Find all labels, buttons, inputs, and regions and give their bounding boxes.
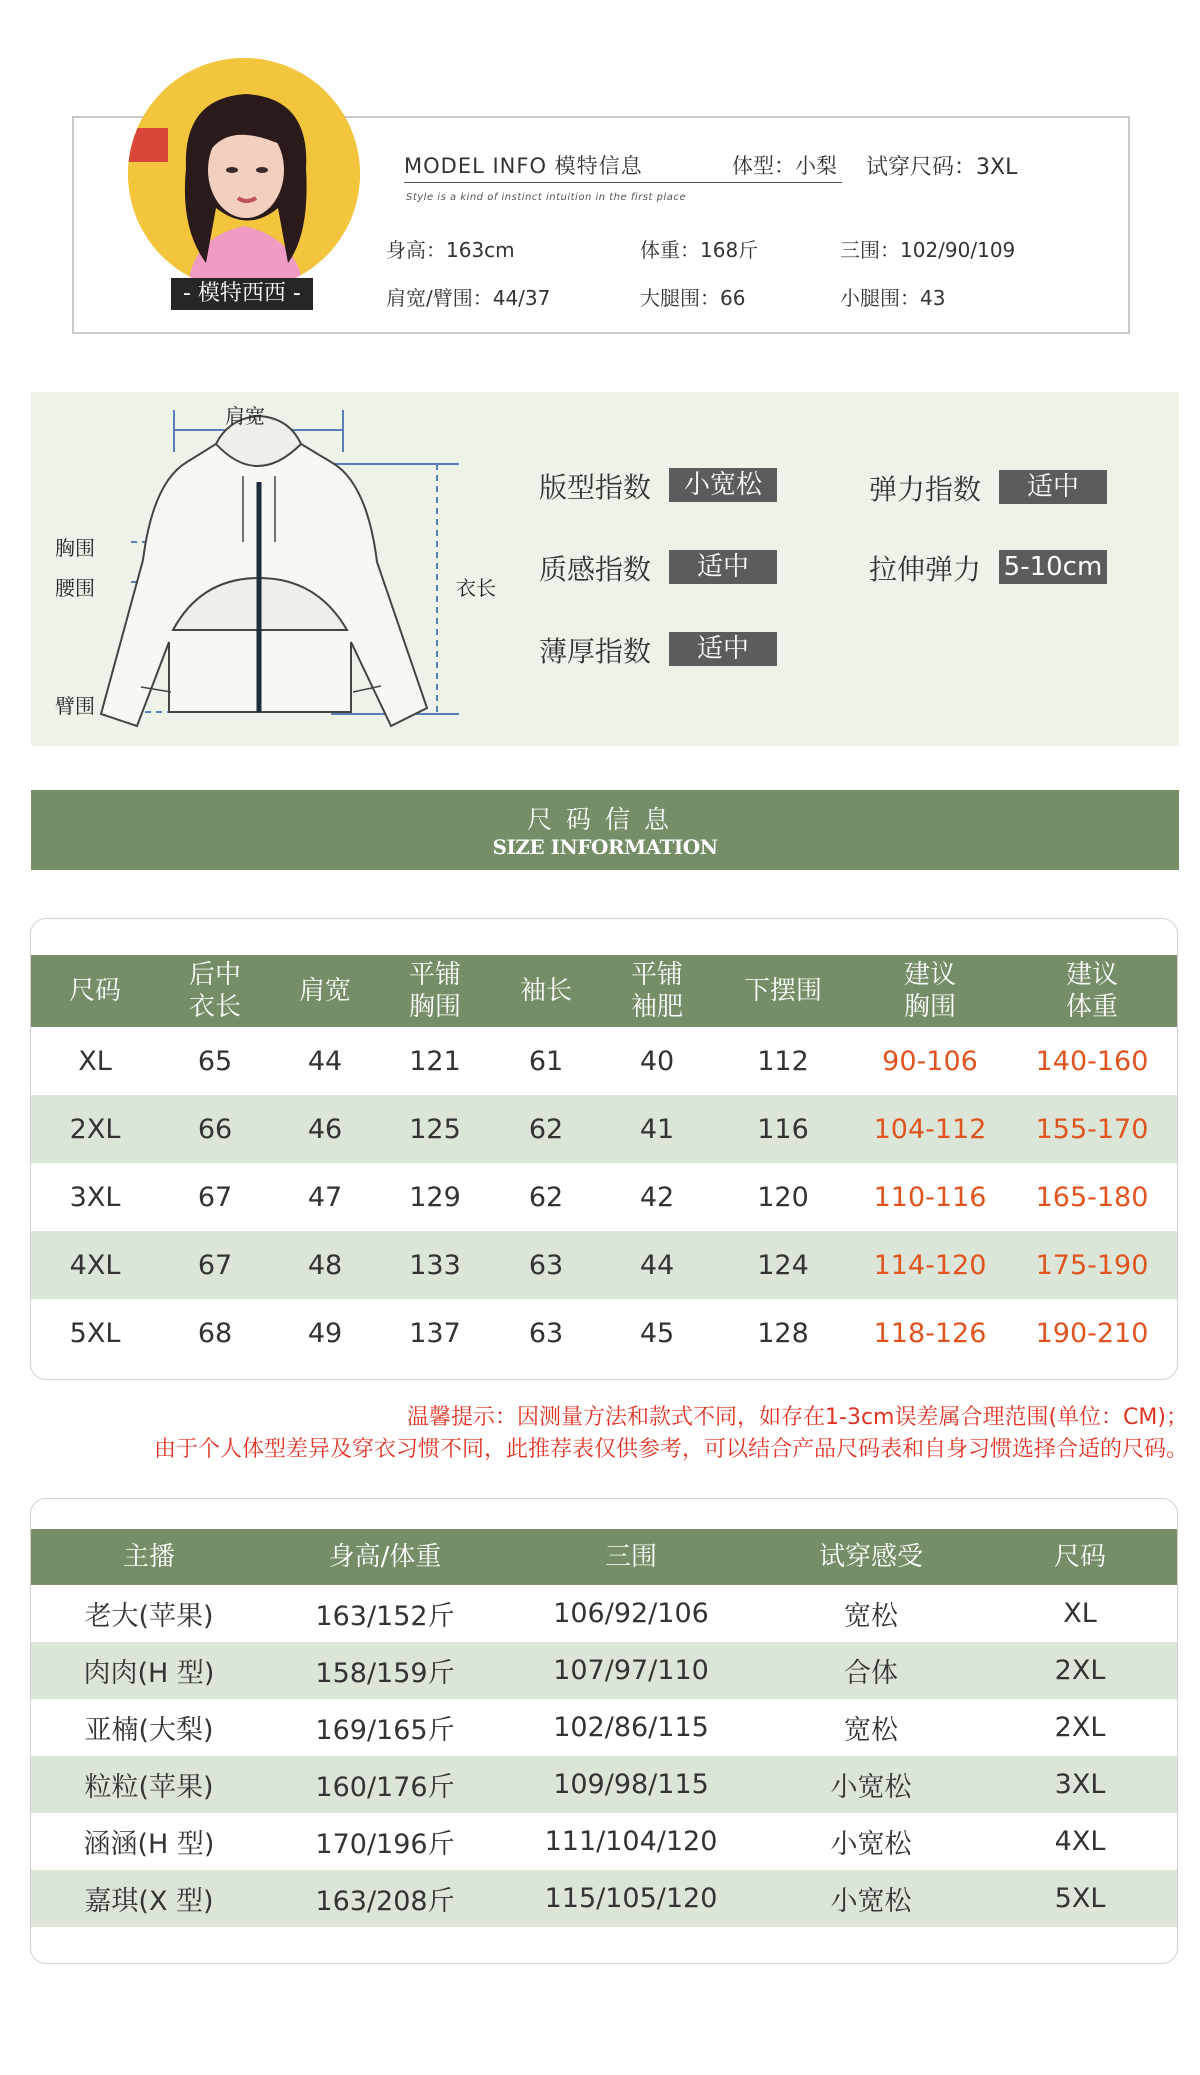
index-name-texture: 质感指数 [539, 553, 652, 586]
table-row [31, 1095, 1177, 1163]
size-table-card [30, 918, 1178, 1380]
table-cell: 118-126 [873, 1317, 987, 1349]
size-table [31, 955, 1177, 1367]
size-table-header [31, 955, 1177, 1027]
index-name-stretch: 拉伸弹力 [869, 553, 982, 586]
table-cell: 106/92/106 [553, 1598, 709, 1629]
table-row [31, 1027, 1177, 1095]
model-photo [128, 58, 360, 290]
table-row [31, 1163, 1177, 1231]
tryon-table-header [31, 1529, 1177, 1585]
garment-measure-panel [31, 392, 1179, 746]
table-cell: 3XL [983, 1756, 1177, 1813]
index-value-thickness: 适中 [669, 632, 777, 666]
table-cell: 小宽松 [759, 1756, 983, 1813]
model-height: 身高：163cm [386, 238, 515, 262]
table-cell: 亚楠(大梨) [84, 1715, 214, 1746]
table-cell: 42 [639, 1181, 675, 1213]
model-info-title: MODEL INFO 模特信息 [404, 154, 643, 178]
header-cell: 尺码 [31, 955, 159, 1027]
table-cell: 涵涵(H 型) [83, 1829, 215, 1860]
table-cell: 3XL [69, 1181, 121, 1213]
model-info-header [404, 150, 842, 183]
model-thigh: 大腿围：66 [640, 286, 746, 310]
model-calf: 小腿围：43 [840, 286, 946, 310]
header-cell: 下摆围 [713, 955, 853, 1027]
table-row [31, 1585, 1177, 1642]
table-cell: 48 [271, 1231, 379, 1299]
table-row [31, 1231, 1177, 1299]
body-type: 体型：小梨 [732, 154, 837, 178]
table-cell: 62 [491, 1095, 601, 1163]
table-cell: 158/159斤 [267, 1642, 503, 1699]
table-cell: 5XL [983, 1870, 1177, 1927]
table-cell: 120 [757, 1181, 809, 1213]
table-cell: 115/105/120 [503, 1870, 759, 1927]
table-row [31, 1699, 1177, 1756]
table-cell: 170/196斤 [315, 1829, 455, 1860]
table-row [31, 1756, 1177, 1813]
table-cell: 67 [197, 1181, 233, 1213]
header-cell: 后中 衣长 [159, 955, 271, 1027]
table-cell: 47 [307, 1181, 343, 1213]
table-cell: 小宽松 [830, 1829, 912, 1860]
table-cell: 116 [713, 1095, 853, 1163]
table-cell: 137 [409, 1317, 461, 1349]
table-cell: 67 [159, 1231, 271, 1299]
label-chest: 胸围 [55, 536, 95, 560]
table-cell: 160/176斤 [267, 1756, 503, 1813]
table-cell: 68 [197, 1317, 233, 1349]
table-cell: 2XL [983, 1642, 1177, 1699]
table-cell: 129 [409, 1181, 461, 1213]
label-length: 衣长 [456, 576, 496, 600]
header-cell: 建议 胸围 [853, 955, 1007, 1027]
table-cell: 169/165斤 [315, 1715, 455, 1746]
table-cell: 61 [528, 1045, 564, 1077]
table-cell: 124 [713, 1231, 853, 1299]
table-cell: 107/97/110 [503, 1642, 759, 1699]
table-row [31, 1813, 1177, 1870]
header-cell: 主播 [31, 1529, 267, 1585]
model-measurements: 三围：102/90/109 [840, 238, 1016, 262]
table-cell: 90-106 [882, 1045, 978, 1077]
table-cell: 62 [528, 1181, 564, 1213]
table-cell: 112 [757, 1045, 809, 1077]
model-weight: 体重：168斤 [640, 238, 759, 262]
table-cell: 165-180 [1035, 1181, 1149, 1213]
header-cell: 肩宽 [271, 955, 379, 1027]
table-cell: 111/104/120 [544, 1826, 718, 1857]
index-name-elasticity: 弹力指数 [869, 473, 982, 506]
header-cell: 尺码 [983, 1529, 1177, 1585]
table-cell: 109/98/115 [503, 1756, 759, 1813]
table-cell: 44 [307, 1045, 343, 1077]
table-cell: 163/152斤 [315, 1601, 455, 1632]
label-waist: 腰围 [55, 576, 95, 600]
index-value-stretch: 5-10cm [999, 550, 1107, 584]
index-value-texture: 适中 [669, 550, 777, 584]
header-cell: 平铺 袖肥 [601, 955, 713, 1027]
index-name-fit: 版型指数 [539, 471, 652, 504]
table-cell: 5XL [69, 1317, 121, 1349]
model-shoulder-arm: 肩宽/臂围：44/37 [386, 286, 551, 310]
notice-line-1: 温馨提示：因测量方法和款式不同，如存在1-3cm误差属合理范围(单位：CM)； [407, 1405, 1188, 1430]
table-cell: 4XL [31, 1231, 159, 1299]
label-shoulder-width: 肩宽 [225, 404, 265, 428]
table-cell: 44 [601, 1231, 713, 1299]
table-cell: 46 [271, 1095, 379, 1163]
size-info-banner [31, 790, 1179, 870]
table-cell: XL [78, 1045, 112, 1077]
table-cell: 66 [159, 1095, 271, 1163]
header-cell: 三围 [503, 1529, 759, 1585]
table-cell: 121 [409, 1045, 461, 1077]
table-row [31, 1299, 1177, 1367]
table-row [31, 1870, 1177, 1927]
table-cell: 155-170 [1007, 1095, 1177, 1163]
table-cell: 2XL [31, 1095, 159, 1163]
size-banner-en: SIZE INFORMATION [492, 835, 718, 859]
table-cell: 133 [379, 1231, 491, 1299]
table-cell: 4XL [1054, 1826, 1106, 1857]
tryon-table-card [30, 1498, 1178, 1964]
table-cell: 104-112 [853, 1095, 1007, 1163]
header-cell: 试穿感受 [759, 1529, 983, 1585]
label-arm: 臂围 [55, 694, 95, 718]
table-cell: 嘉琪(X 型) [31, 1870, 267, 1927]
table-cell: 肉肉(H 型) [31, 1642, 267, 1699]
table-cell: 41 [601, 1095, 713, 1163]
index-value-fit: 小宽松 [669, 468, 777, 502]
table-cell: 114-120 [853, 1231, 1007, 1299]
index-value-elasticity: 适中 [999, 470, 1107, 504]
table-cell: 粒粒(苹果) [31, 1756, 267, 1813]
table-cell: 合体 [759, 1642, 983, 1699]
header-cell: 建议 体重 [1007, 955, 1177, 1027]
table-cell: 小宽松 [759, 1870, 983, 1927]
header-cell: 身高/体重 [267, 1529, 503, 1585]
header-cell: 袖长 [491, 955, 601, 1027]
hoodie-diagram [31, 392, 511, 746]
notice-line-2: 由于个人体型差异及穿衣习惯不同，此推荐表仅供参考，可以结合产品尺码表和自身习惯选择合适的尺码。 [153, 1437, 1188, 1462]
table-cell: 140-160 [1035, 1045, 1149, 1077]
table-cell: 110-116 [873, 1181, 987, 1213]
table-row [31, 1642, 1177, 1699]
table-cell: 128 [757, 1317, 809, 1349]
table-cell: 老大(苹果) [84, 1601, 214, 1632]
table-cell: 65 [197, 1045, 233, 1077]
table-cell: 49 [307, 1317, 343, 1349]
table-cell: 163/208斤 [267, 1870, 503, 1927]
tryon-table [31, 1529, 1177, 1927]
table-cell: 45 [639, 1317, 675, 1349]
model-name-tag: - 模特西西 - [171, 278, 313, 310]
table-cell: 40 [639, 1045, 675, 1077]
table-cell: 125 [379, 1095, 491, 1163]
table-cell: 190-210 [1035, 1317, 1149, 1349]
model-slogan: Style is a kind of instinct intuition in the first place [406, 192, 686, 203]
table-cell: 宽松 [844, 1601, 898, 1632]
size-banner-cn: 尺码信息 [526, 805, 683, 834]
table-cell: 175-190 [1007, 1231, 1177, 1299]
header-cell: 平铺 胸围 [379, 955, 491, 1027]
table-cell: 63 [528, 1317, 564, 1349]
trial-size: 试穿尺码：3XL [866, 155, 1018, 180]
table-cell: 2XL [1054, 1712, 1106, 1743]
table-cell: 102/86/115 [553, 1712, 709, 1743]
index-name-thickness: 薄厚指数 [539, 635, 652, 668]
table-cell: 宽松 [844, 1715, 898, 1746]
table-cell: 63 [491, 1231, 601, 1299]
table-cell: XL [1063, 1598, 1097, 1629]
